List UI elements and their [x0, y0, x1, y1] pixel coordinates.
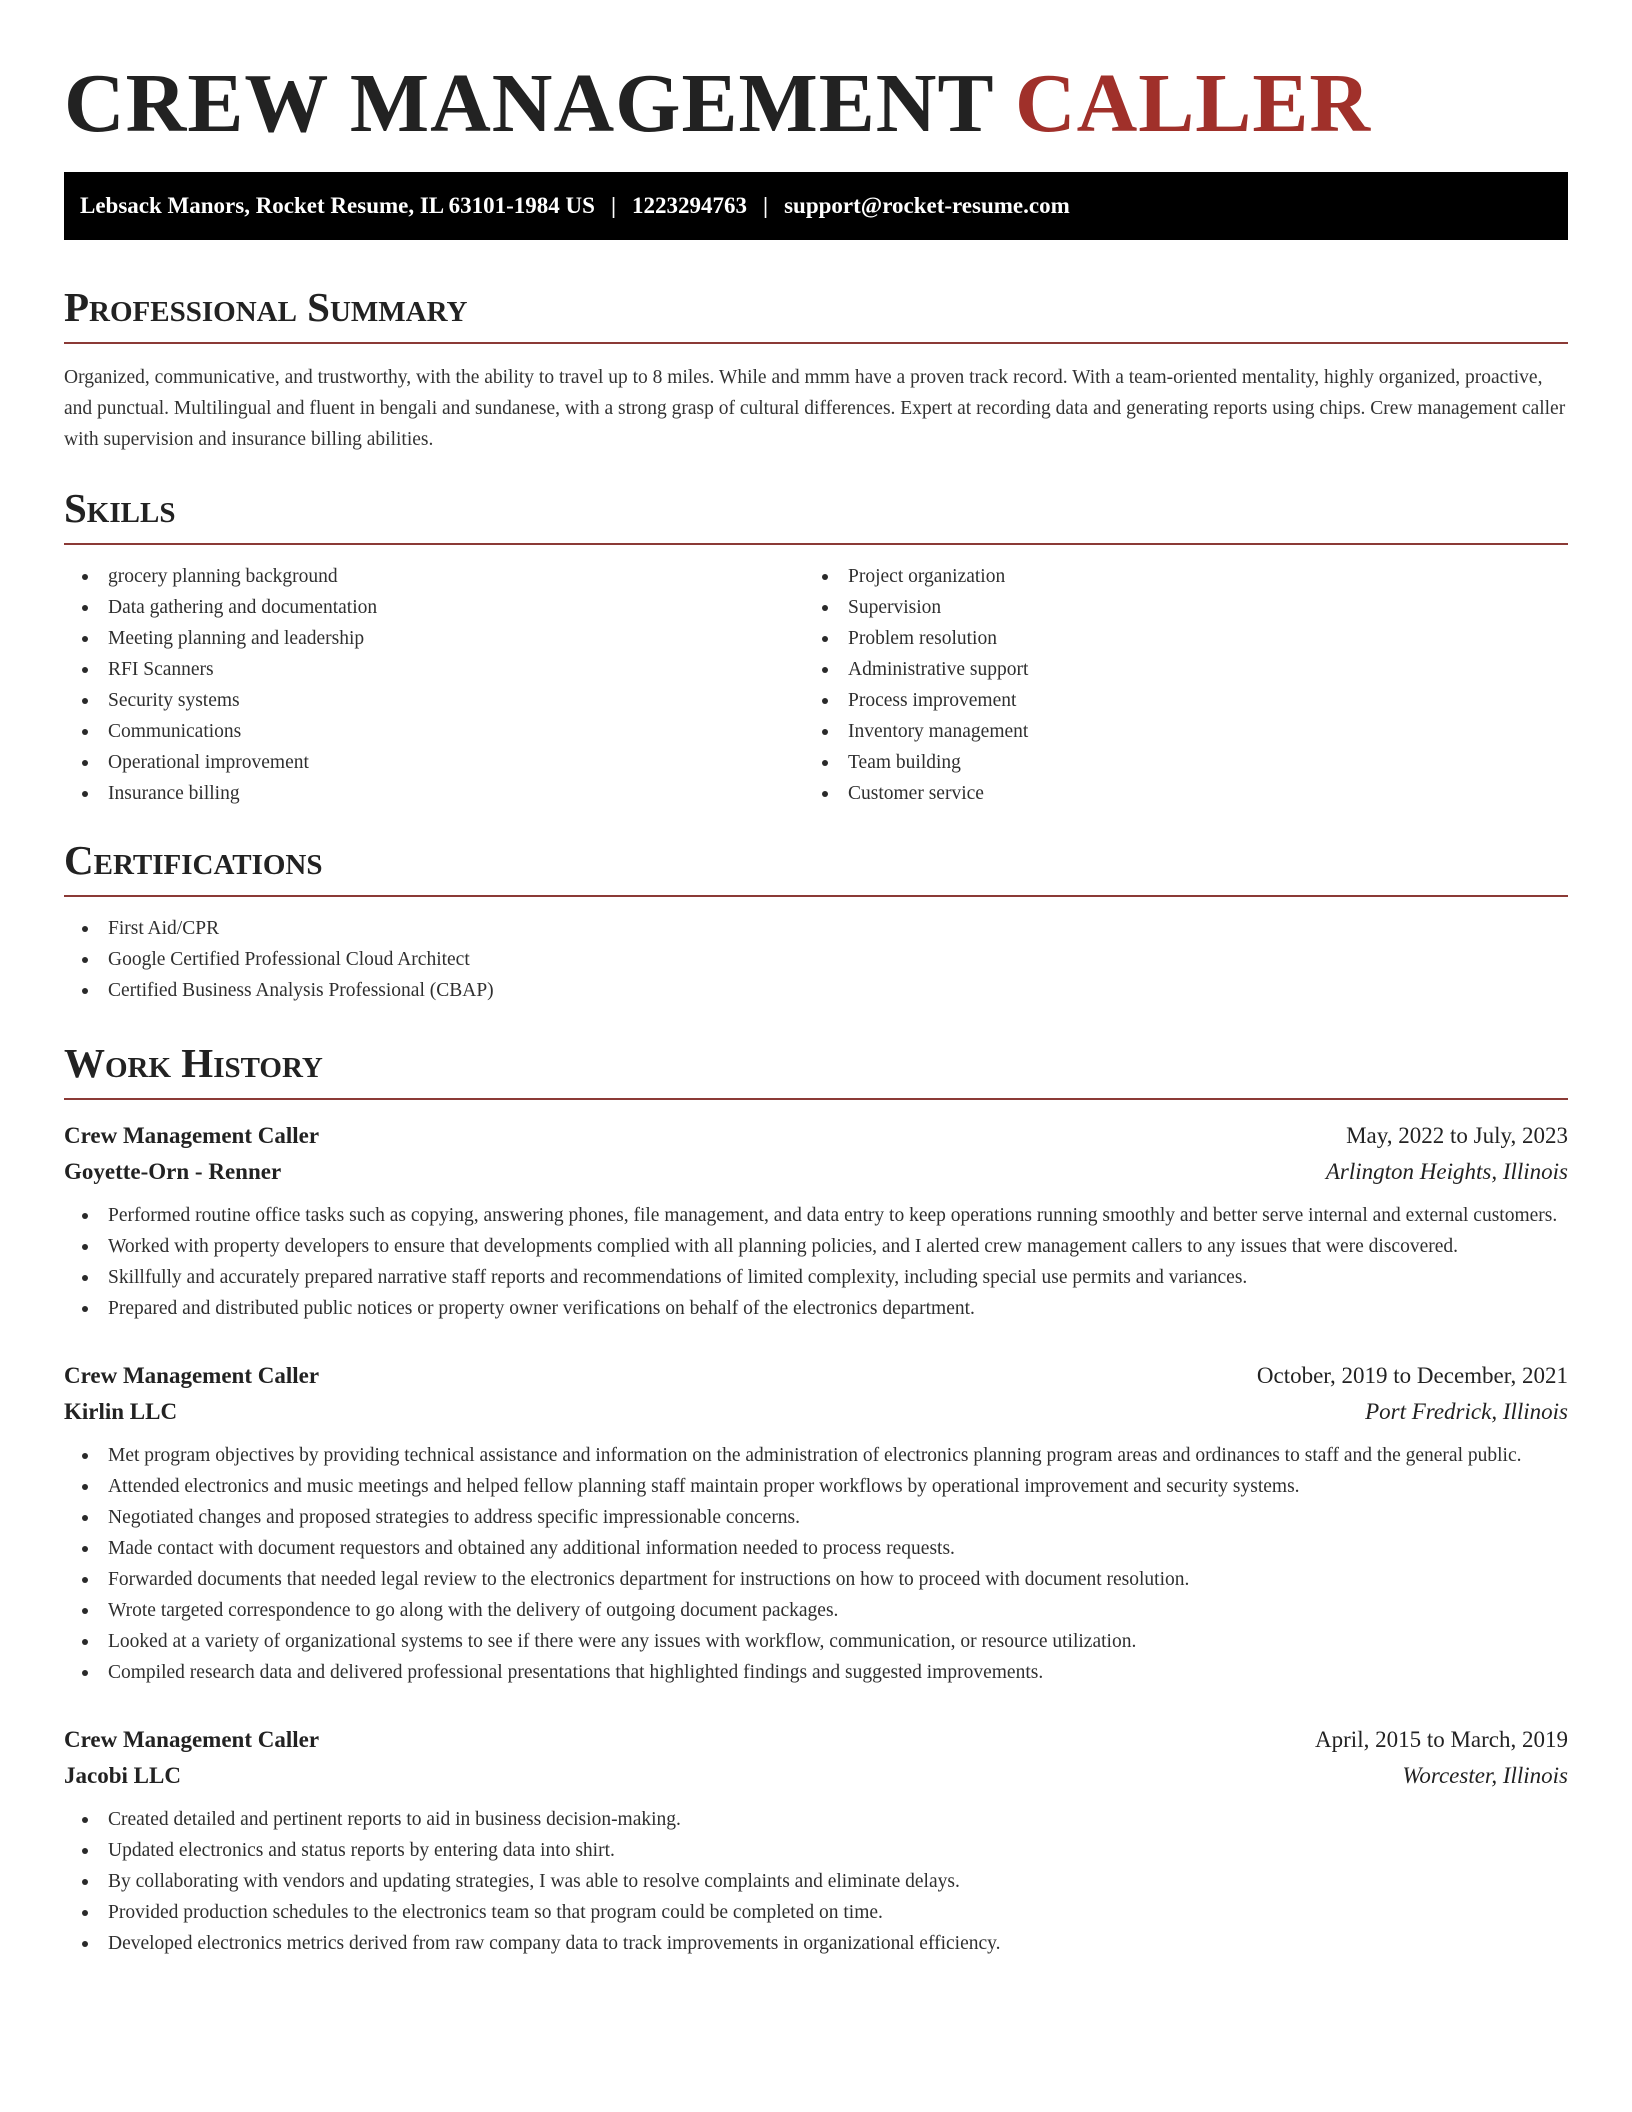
skill-item: Inventory management	[804, 716, 1544, 747]
job-bullet: Worked with property developers to ensure that developments complied with all planning policies, and I alerted crew management callers to any issues that were discovered.	[64, 1231, 1568, 1262]
job-company: Kirlin LLC	[64, 1399, 178, 1424]
skill-item: RFI Scanners	[64, 654, 804, 685]
skill-item: Customer service	[804, 778, 1544, 809]
certifications-list	[64, 913, 1568, 1006]
job-bullet: Negotiated changes and proposed strategies to address specific impressionable concerns.	[64, 1502, 1568, 1533]
certification-item: First Aid/CPR	[64, 913, 1568, 944]
job-bullets	[64, 1440, 1568, 1688]
skill-item: Project organization	[804, 561, 1544, 592]
job-bullet: By collaborating with vendors and updating strategies, I was able to resolve complaints and eliminate delays.	[64, 1866, 1568, 1897]
skill-item: Insurance billing	[64, 778, 804, 809]
job-dates: October, 2019 to December, 2021	[1256, 1363, 1568, 1388]
job-dates: May, 2022 to July, 2023	[1346, 1123, 1568, 1148]
job-entry	[64, 1358, 1568, 1688]
first-name: CREW MANAGEMENT	[64, 57, 993, 150]
skill-item: Problem resolution	[804, 623, 1544, 654]
address: Lebsack Manors, Rocket Resume, IL 63101-1984 US	[80, 193, 595, 218]
job-bullet: Wrote targeted correspondence to go along with the delivery of outgoing document packages.	[64, 1595, 1568, 1626]
job-bullet: Updated electronics and status reports by entering data into shirt.	[64, 1835, 1568, 1866]
skill-item: Operational improvement	[64, 747, 804, 778]
skills-columns	[64, 561, 1568, 809]
contact-bar	[64, 172, 1568, 240]
job-title: Crew Management Caller	[64, 1363, 320, 1388]
job-bullet: Prepared and distributed public notices or property owner verifications on behalf of the electronics department.	[64, 1293, 1568, 1324]
section-divider	[64, 1098, 1568, 1100]
work-history-section	[64, 1040, 1568, 1959]
summary-text: Organized, communicative, and trustworthy, with the ability to travel up to 8 miles. While and mmm have a proven track record. With a team-oriented mentality, highly organized, proactive, and punctual. Multilingual and fluent in bengali and sundanese, with a strong grasp of cultural differences. Expert at recording data and generating reports using chips. Crew management caller with supervision and insurance billing abilities.	[64, 367, 1566, 450]
job-location: Port Fredrick, Illinois	[1365, 1399, 1568, 1424]
job-bullets	[64, 1804, 1568, 1959]
job-company: Goyette-Orn - Renner	[64, 1159, 282, 1184]
job-company-row	[64, 1394, 1568, 1430]
skill-item: Team building	[804, 747, 1544, 778]
section-title-work-history: Work History	[64, 1040, 323, 1086]
section-title-skills: Skills	[64, 485, 176, 531]
job-location: Arlington Heights, Illinois	[1325, 1159, 1568, 1184]
skills-list-left	[64, 561, 804, 809]
job-entry	[64, 1722, 1568, 1959]
job-company-row	[64, 1154, 1568, 1190]
certification-item: Google Certified Professional Cloud Architect	[64, 944, 1568, 975]
job-bullet: Looked at a variety of organizational systems to see if there were any issues with workflow, communication, or resource utilization.	[64, 1626, 1568, 1657]
skill-item: Communications	[64, 716, 804, 747]
skill-item: Process improvement	[804, 685, 1544, 716]
job-bullet: Developed electronics metrics derived from raw company data to track improvements in organizational efficiency.	[64, 1928, 1568, 1959]
job-title: Crew Management Caller	[64, 1727, 320, 1752]
skill-item: Security systems	[64, 685, 804, 716]
job-bullets	[64, 1200, 1568, 1324]
contact-separator: |	[610, 193, 617, 218]
skill-item: Meeting planning and leadership	[64, 623, 804, 654]
job-bullet: Performed routine office tasks such as copying, answering phones, file management, and data entry to keep operations running smoothly and better serve internal and external customers.	[64, 1200, 1568, 1231]
job-bullet: Skillfully and accurately prepared narrative staff reports and recommendations of limited complexity, including special use permits and variances.	[64, 1262, 1568, 1293]
contact-separator: |	[763, 193, 769, 218]
job-bullet: Met program objectives by providing technical assistance and information on the administration of electronics planning program areas and ordinances to staff and the general public.	[64, 1440, 1568, 1471]
phone: 1223294763	[632, 193, 748, 218]
job-dates: April, 2015 to March, 2019	[1315, 1727, 1568, 1752]
section-divider	[64, 342, 1568, 344]
job-company-row	[64, 1758, 1568, 1794]
skill-item: grocery planning background	[64, 561, 804, 592]
job-bullet: Attended electronics and music meetings and helped fellow planning staff maintain proper workflows by operational improvement and security systems.	[64, 1471, 1568, 1502]
email: support@rocket-resume.com	[784, 193, 1070, 218]
job-bullet: Provided production schedules to the electronics team so that program could be completed on time.	[64, 1897, 1568, 1928]
skill-item: Data gathering and documentation	[64, 592, 804, 623]
certifications-section	[64, 837, 1568, 1006]
section-title-summary: Professional Summary	[64, 284, 468, 330]
job-header-row	[64, 1118, 1568, 1154]
resume-page	[64, 0, 1568, 1959]
job-location: Worcester, Illinois	[1402, 1763, 1568, 1788]
job-company: Jacobi LLC	[64, 1763, 181, 1788]
job-entry	[64, 1118, 1568, 1324]
summary-section	[64, 284, 1568, 455]
job-bullet: Compiled research data and delivered professional presentations that highlighted findings and suggested improvements.	[64, 1657, 1568, 1688]
skills-list-right	[804, 561, 1544, 809]
job-bullet: Created detailed and pertinent reports to aid in business decision-making.	[64, 1804, 1568, 1835]
last-name: CALLER	[1014, 57, 1372, 150]
skills-section	[64, 485, 1568, 809]
job-header-row	[64, 1722, 1568, 1758]
skill-item: Administrative support	[804, 654, 1544, 685]
skill-item: Supervision	[804, 592, 1544, 623]
job-bullet: Made contact with document requestors and obtained any additional information needed to process requests.	[64, 1533, 1568, 1564]
certification-item: Certified Business Analysis Professional (CBAP)	[64, 975, 1568, 1006]
job-bullet: Forwarded documents that needed legal review to the electronics department for instructions on how to proceed with document resolution.	[64, 1564, 1568, 1595]
candidate-name	[64, 58, 1568, 150]
section-divider	[64, 895, 1568, 897]
job-header-row	[64, 1358, 1568, 1394]
section-divider	[64, 543, 1568, 545]
job-title: Crew Management Caller	[64, 1123, 320, 1148]
section-title-certifications: Certifications	[64, 837, 323, 883]
